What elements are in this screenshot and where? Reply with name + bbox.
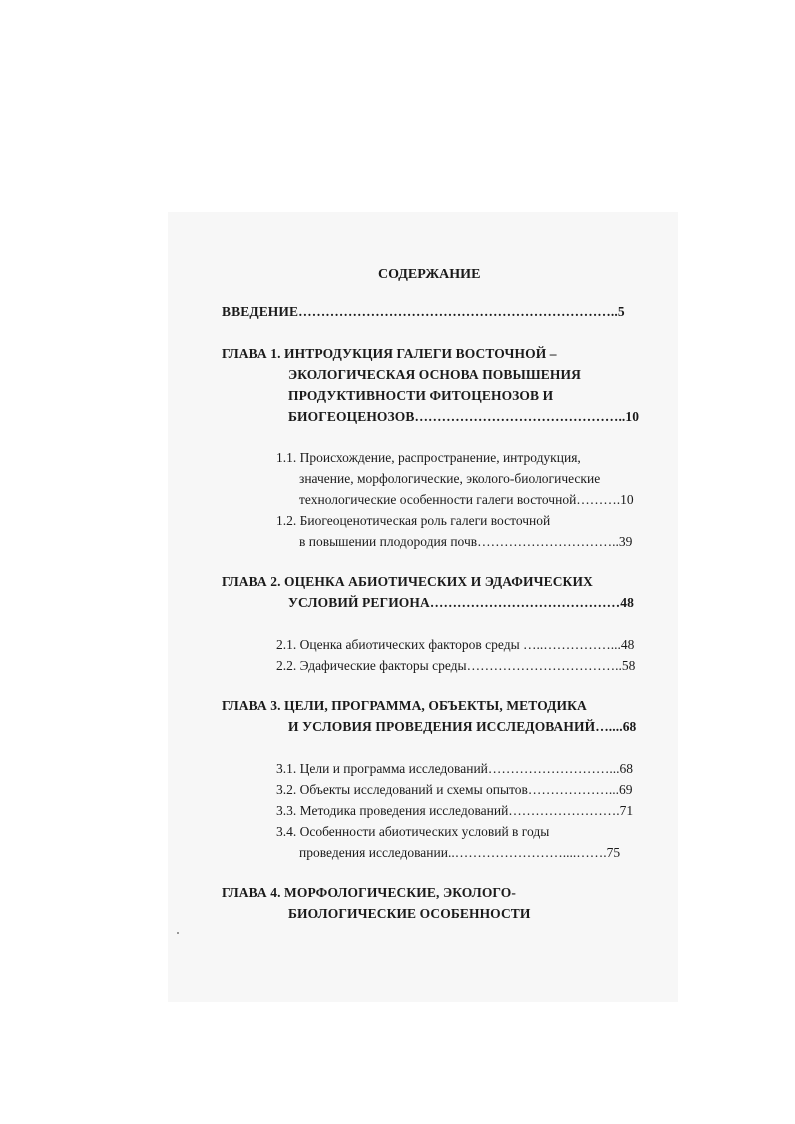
toc-section-1-2-line-2: в повышении плодородия почв…………………………..39: [299, 534, 633, 549]
toc-chapter-3-line-1: ГЛАВА 3. ЦЕЛИ, ПРОГРАММА, ОБЪЕКТЫ, МЕТОДИКА: [222, 698, 587, 713]
toc-section-3-1: 3.1. Цели и программа исследований………………………...68: [276, 761, 634, 776]
toc-chapter-3-line-2: И УСЛОВИЯ ПРОВЕДЕНИЯ ИССЛЕДОВАНИЙ…....68: [288, 719, 637, 734]
toc-section-3-4-line-1: 3.4. Особенности абиотических условий в годы: [276, 824, 550, 839]
toc-section-1-1-line-1: 1.1. Происхождение, распространение, интродукция,: [276, 450, 581, 465]
toc-section-3-2: 3.2. Объекты исследований и схемы опытов………………...69: [276, 782, 633, 797]
toc-chapter-1-line-4: БИОГЕОЦЕНОЗОВ………………………………………..10: [288, 409, 640, 424]
toc-section-3-4-line-2: проведения исследовании..……………………....…….75: [299, 845, 621, 860]
toc-section-1-2-line-1: 1.2. Биогеоценотическая роль галеги восточной: [276, 513, 551, 528]
toc-chapter-1-line-1: ГЛАВА 1. ИНТРОДУКЦИЯ ГАЛЕГИ ВОСТОЧНОЙ –: [222, 346, 557, 361]
toc-entry-introduction: ВВЕДЕНИЕ……………………………………………………………..5: [222, 304, 625, 319]
toc-chapter-4-line-2: БИОЛОГИЧЕСКИЕ ОСОБЕННОСТИ: [288, 906, 531, 921]
toc-chapter-2-line-2: УСЛОВИЙ РЕГИОНА……………………………………48: [288, 595, 634, 610]
toc-chapter-2-line-1: ГЛАВА 2. ОЦЕНКА АБИОТИЧЕСКИХ И ЭДАФИЧЕСКИХ: [222, 574, 593, 589]
toc-section-2-1: 2.1. Оценка абиотических факторов среды …..……………...48: [276, 637, 635, 652]
toc-section-1-1-line-3: технологические особенности галеги восточной……….10: [299, 492, 634, 507]
toc-chapter-1-line-2: ЭКОЛОГИЧЕСКАЯ ОСНОВА ПОВЫШЕНИЯ: [288, 367, 581, 382]
scan-speck: [177, 932, 179, 934]
toc-section-1-1-line-2: значение, морфологические, эколого-биологические: [299, 471, 601, 486]
page-title: СОДЕРЖАНИЕ: [378, 267, 481, 282]
toc-chapter-4-line-1: ГЛАВА 4. МОРФОЛОГИЧЕСКИЕ, ЭКОЛОГО-: [222, 885, 516, 900]
toc-section-3-3: 3.3. Методика проведения исследований…………………….71: [276, 803, 634, 818]
toc-section-2-2: 2.2. Эдафические факторы среды……………………………..58: [276, 658, 636, 673]
toc-chapter-1-line-3: ПРОДУКТИВНОСТИ ФИТОЦЕНОЗОВ И: [288, 388, 554, 403]
